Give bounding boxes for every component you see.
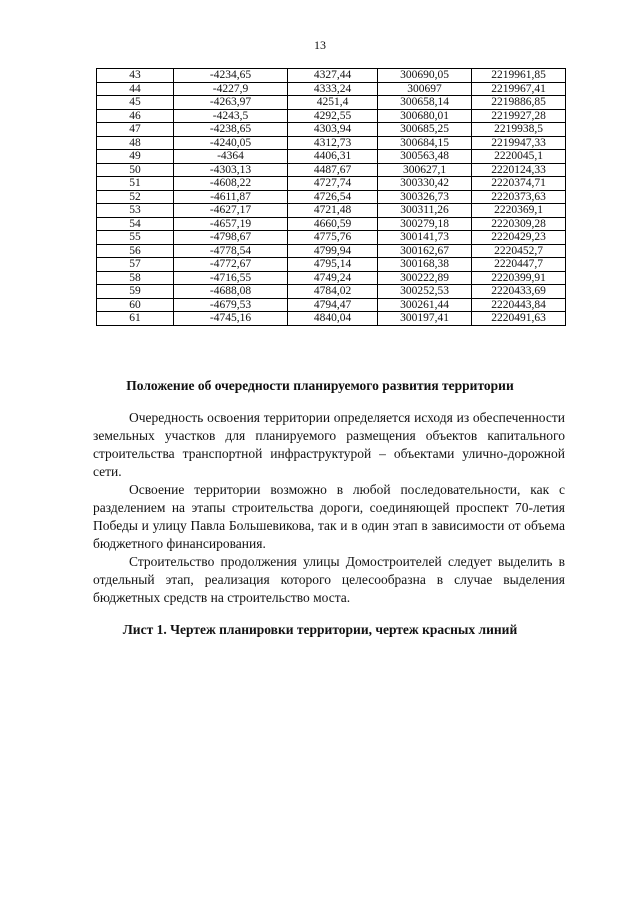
sheet-heading: Лист 1. Чертеж планировки территории, чертеж красных линий <box>122 622 518 637</box>
y-offset-cell: 4794,47 <box>288 298 378 312</box>
y-coordinate-cell: 2220374,71 <box>472 177 566 191</box>
x-coordinate-cell: 300326,73 <box>378 190 472 204</box>
x-offset-cell: -4778,54 <box>174 244 288 258</box>
x-offset-cell: -4745,16 <box>174 312 288 326</box>
table-row <box>97 217 566 231</box>
section-body <box>93 409 565 607</box>
y-offset-cell: 4487,67 <box>288 163 378 177</box>
x-offset-cell: -4798,67 <box>174 231 288 245</box>
x-offset-cell: -4608,22 <box>174 177 288 191</box>
x-offset-cell: -4657,19 <box>174 217 288 231</box>
x-offset-cell: -4303,13 <box>174 163 288 177</box>
y-coordinate-cell: 2219927,28 <box>472 109 566 123</box>
y-offset-cell: 4726,54 <box>288 190 378 204</box>
x-coordinate-cell: 300141,73 <box>378 231 472 245</box>
point-number-cell: 50 <box>97 163 174 177</box>
y-coordinate-cell: 2220491,63 <box>472 312 566 326</box>
y-offset-cell: 4840,04 <box>288 312 378 326</box>
table-row <box>97 271 566 285</box>
y-coordinate-cell: 2220447,7 <box>472 258 566 272</box>
table-row <box>97 163 566 177</box>
y-offset-cell: 4327,44 <box>288 69 378 83</box>
y-coordinate-cell: 2220373,63 <box>472 190 566 204</box>
y-offset-cell: 4251,4 <box>288 96 378 110</box>
y-offset-cell: 4406,31 <box>288 150 378 164</box>
x-coordinate-cell: 300658,14 <box>378 96 472 110</box>
paragraph: Строительство продолжения улицы Домостроителей следует выделить в отдельный этап, реализация которого целесообразна в случае выделения бюджетных средств на строительство моста. <box>93 554 565 605</box>
table-row <box>97 123 566 137</box>
point-number-cell: 56 <box>97 244 174 258</box>
point-number-cell: 57 <box>97 258 174 272</box>
table-row <box>97 244 566 258</box>
y-coordinate-cell: 2219886,85 <box>472 96 566 110</box>
coordinates-table-body <box>97 69 566 326</box>
y-coordinate-cell: 2220433,69 <box>472 285 566 299</box>
y-offset-cell: 4721,48 <box>288 204 378 218</box>
x-offset-cell: -4227,9 <box>174 82 288 96</box>
table-row <box>97 96 566 110</box>
y-coordinate-cell: 2219947,33 <box>472 136 566 150</box>
table-row <box>97 82 566 96</box>
x-coordinate-cell: 300690,05 <box>378 69 472 83</box>
x-coordinate-cell: 300330,42 <box>378 177 472 191</box>
point-number-cell: 45 <box>97 96 174 110</box>
x-coordinate-cell: 300261,44 <box>378 298 472 312</box>
table-row <box>97 69 566 83</box>
x-offset-cell: -4238,65 <box>174 123 288 137</box>
x-offset-cell: -4627,17 <box>174 204 288 218</box>
y-offset-cell: 4799,94 <box>288 244 378 258</box>
table-row <box>97 150 566 164</box>
x-coordinate-cell: 300685,25 <box>378 123 472 137</box>
paragraph: Освоение территории возможно в любой последовательности, как с разделением на этапы строительства дороги, соединяющей проспект 70-летия Победы и улицу Павла Большевикова, так и в один этап в зависимости от объема бюджетного финансирования. <box>93 482 565 551</box>
x-offset-cell: -4240,05 <box>174 136 288 150</box>
x-coordinate-cell: 300563,48 <box>378 150 472 164</box>
x-coordinate-cell: 300279,18 <box>378 217 472 231</box>
y-offset-cell: 4333,24 <box>288 82 378 96</box>
y-offset-cell: 4292,55 <box>288 109 378 123</box>
point-number-cell: 48 <box>97 136 174 150</box>
y-coordinate-cell: 2220045,1 <box>472 150 566 164</box>
y-coordinate-cell: 2220369,1 <box>472 204 566 218</box>
x-coordinate-cell: 300222,89 <box>378 271 472 285</box>
y-offset-cell: 4660,59 <box>288 217 378 231</box>
x-offset-cell: -4234,65 <box>174 69 288 83</box>
point-number-cell: 43 <box>97 69 174 83</box>
point-number-cell: 44 <box>97 82 174 96</box>
x-offset-cell: -4611,87 <box>174 190 288 204</box>
y-offset-cell: 4312,73 <box>288 136 378 150</box>
section-heading: Положение об очередности планируемого развития территории <box>126 378 514 393</box>
y-coordinate-cell: 2220452,7 <box>472 244 566 258</box>
x-offset-cell: -4364 <box>174 150 288 164</box>
point-number-cell: 49 <box>97 150 174 164</box>
y-coordinate-cell: 2220399,91 <box>472 271 566 285</box>
table-row <box>97 177 566 191</box>
x-offset-cell: -4679,53 <box>174 298 288 312</box>
x-offset-cell: -4263,97 <box>174 96 288 110</box>
y-offset-cell: 4795,14 <box>288 258 378 272</box>
y-coordinate-cell: 2220429,23 <box>472 231 566 245</box>
point-number-cell: 60 <box>97 298 174 312</box>
x-coordinate-cell: 300697 <box>378 82 472 96</box>
table-row <box>97 231 566 245</box>
point-number-cell: 54 <box>97 217 174 231</box>
y-offset-cell: 4727,74 <box>288 177 378 191</box>
page-number: 13 <box>314 38 326 52</box>
y-coordinate-cell: 2219938,5 <box>472 123 566 137</box>
point-number-cell: 55 <box>97 231 174 245</box>
table-row <box>97 298 566 312</box>
point-number-cell: 58 <box>97 271 174 285</box>
x-coordinate-cell: 300680,01 <box>378 109 472 123</box>
point-number-cell: 52 <box>97 190 174 204</box>
table-row <box>97 136 566 150</box>
point-number-cell: 61 <box>97 312 174 326</box>
y-coordinate-cell: 2219967,41 <box>472 82 566 96</box>
x-coordinate-cell: 300197,41 <box>378 312 472 326</box>
x-coordinate-cell: 300684,15 <box>378 136 472 150</box>
point-number-cell: 53 <box>97 204 174 218</box>
y-offset-cell: 4749,24 <box>288 271 378 285</box>
x-coordinate-cell: 300311,26 <box>378 204 472 218</box>
x-offset-cell: -4243,5 <box>174 109 288 123</box>
x-offset-cell: -4772,67 <box>174 258 288 272</box>
paragraph: Очередность освоения территории определяется исходя из обеспеченности земельных участков для планируемого размещения объектов капитального строительства транспортной инфраструктурой – объектами улично-дорожной сети. <box>93 410 565 479</box>
y-coordinate-cell: 2220309,28 <box>472 217 566 231</box>
y-offset-cell: 4784,02 <box>288 285 378 299</box>
y-offset-cell: 4775,76 <box>288 231 378 245</box>
x-coordinate-cell: 300162,67 <box>378 244 472 258</box>
x-coordinate-cell: 300627,1 <box>378 163 472 177</box>
coordinates-table <box>96 68 566 326</box>
x-coordinate-cell: 300252,53 <box>378 285 472 299</box>
point-number-cell: 47 <box>97 123 174 137</box>
table-row <box>97 285 566 299</box>
y-coordinate-cell: 2220443,84 <box>472 298 566 312</box>
table-row <box>97 109 566 123</box>
y-coordinate-cell: 2219961,85 <box>472 69 566 83</box>
x-offset-cell: -4716,55 <box>174 271 288 285</box>
point-number-cell: 51 <box>97 177 174 191</box>
y-coordinate-cell: 2220124,33 <box>472 163 566 177</box>
y-offset-cell: 4303,94 <box>288 123 378 137</box>
x-coordinate-cell: 300168,38 <box>378 258 472 272</box>
table-row <box>97 190 566 204</box>
table-row <box>97 312 566 326</box>
point-number-cell: 46 <box>97 109 174 123</box>
table-row <box>97 204 566 218</box>
point-number-cell: 59 <box>97 285 174 299</box>
x-offset-cell: -4688,08 <box>174 285 288 299</box>
table-row <box>97 258 566 272</box>
